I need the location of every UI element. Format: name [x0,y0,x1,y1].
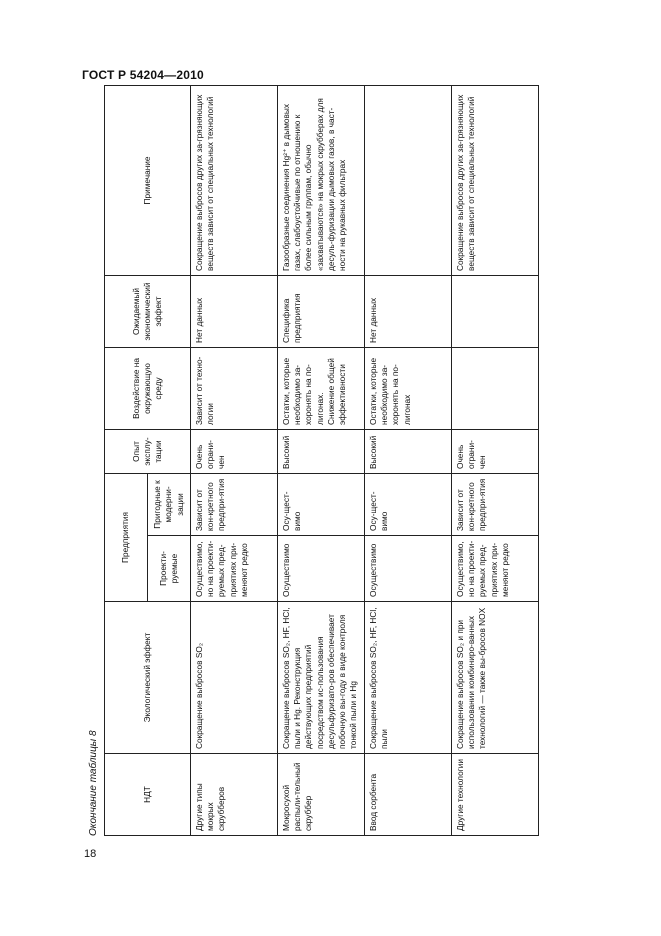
cell-ndt: Мокросухой распыли-тельный скруббер [278,754,365,836]
col-header-environment: Воздействие на окружающую среду [105,347,191,429]
cell-modernization: Зависит от кон-кретного предпри-ятия [191,473,278,535]
table-caption: Окончание таблицы 8 [88,730,99,836]
col-header-note: Примечание [105,85,191,275]
cell-economic: Нет данных [191,275,278,347]
cell-note: Сокращение выбросов других за-грязняющих веществ зависит от специальных технологий [191,85,278,275]
table-row [452,85,539,835]
cell-ndt: Другие технологии [452,754,539,836]
cell-modernization: Осу-щест-вимо [365,473,452,535]
document-header: ГОСТ Р 54204—2010 [82,68,204,82]
col-header-eco-effect: Экологический эффект [105,602,191,754]
ndt-table [104,85,539,836]
cell-environment: Зависит от техно-логии [191,347,278,429]
cell-designed: Осуществимо, но на проекти-руемых пред-приятиях при-меняют редко [452,536,539,602]
col-header-modernization: Пригодные к модерни-зации [148,473,191,535]
col-header-designed: Проекти-руемые [148,536,191,602]
table-row [365,85,452,835]
cell-note: Сокращение выбросов других за-грязняющих веществ зависит от специальных технологий [452,85,539,275]
cell-environment [452,347,539,429]
cell-eco-effect: Сокращение выбросов SO₂, HF, HCl, пыли и Hg. Реконструкция действующих предприятий посредством ис-пользования десульфуризато-ров обеспечивает побочную вы-году в виде контроля тонкой пыли и Hg [278,602,365,754]
cell-economic: Нет данных [365,275,452,347]
cell-ndt: Другие типы мокрых скрубберов [191,754,278,836]
page-number: 18 [84,848,97,860]
cell-eco-effect: Сокращение выбросов SO₂, HF, HCl, пыли [365,602,452,754]
cell-note [365,85,452,275]
cell-experience: Высокий [278,429,365,473]
cell-eco-effect: Сокращение выбросов SO₂ и при использовании комбиниро-ванных технологий — также вы-бросов NOX [452,602,539,754]
cell-experience: Высокий [365,429,452,473]
col-header-experience: Опыт эксплу-тации [105,429,191,473]
col-header-ndt: НДТ [105,754,191,836]
cell-ndt: Ввод сорбента [365,754,452,836]
rotated-table-block [86,86,536,836]
cell-economic [452,275,539,347]
cell-modernization: Зависит от кон-кретного предпри-ятия [452,473,539,535]
table-row [191,85,278,835]
cell-modernization: Осу-щест-вимо [278,473,365,535]
cell-environment: Остатки, которые необходимо за-хоронять на по-лигонах. Снижение общей эффективности [278,347,365,429]
col-header-economic: Ожидаемый экономический эффект [105,275,191,347]
cell-designed: Осуществимо [365,536,452,602]
cell-note: Газообразные соединения Hg²⁺ в дымовых газах, слабоустойчивые по отношению к более сильным группам, обычно «захватываются» на мокрых скрубберах для десуль-фуризации дымовых газов, в част-ности на рукавных фильтрах [278,85,365,275]
table-row [278,85,365,835]
cell-experience: Очень ограни-чен [191,429,278,473]
cell-environment: Остатки, которые необходимо за-хоронять на по-лигонах [365,347,452,429]
cell-designed: Осуществимо, но на проекти-руемых пред-приятиях при-меняют редко [191,536,278,602]
cell-experience: Очень ограни-чен [452,429,539,473]
cell-eco-effect: Сокращение выбросов SO₂ [191,602,278,754]
col-header-enterprises: Предприятия [105,473,148,601]
cell-economic: Специфика предприятия [278,275,365,347]
cell-designed: Осуществимо [278,536,365,602]
